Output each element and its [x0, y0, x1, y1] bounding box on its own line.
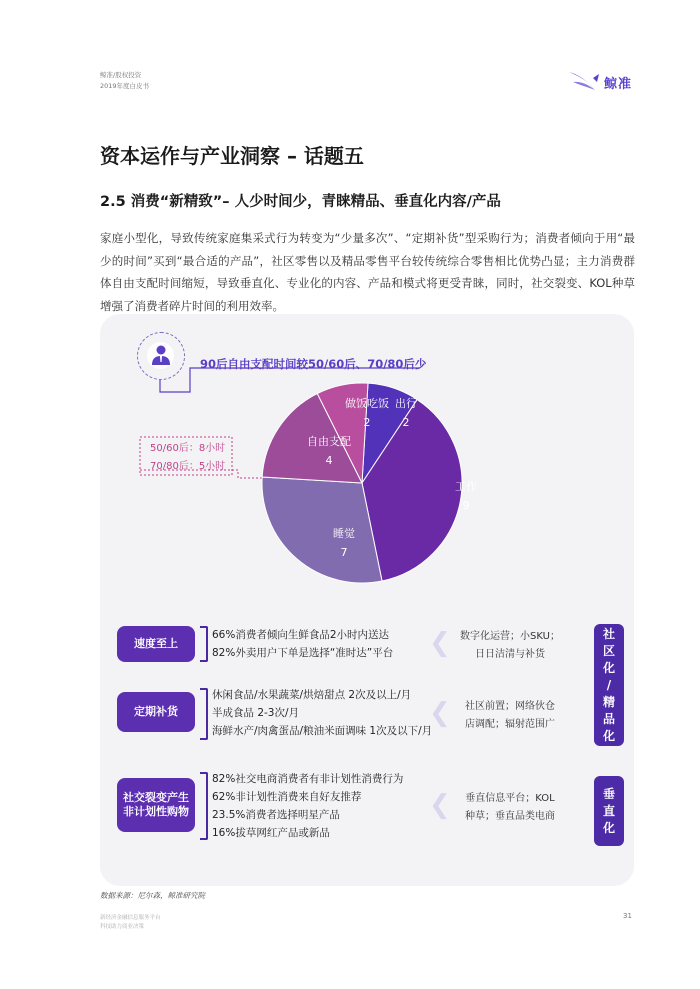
- tag-speed: 速度至上: [117, 626, 195, 662]
- tag-replenish: 定期补货: [117, 692, 195, 732]
- pie-label-chuxing: 出行 2: [395, 397, 417, 429]
- row2-facts: 休闲食品/水果蔬菜/烘焙甜点 2次及以上/月 半成食品 2-3次/月 海鲜水产/肉禽蛋品/粮油米面调味 1次及以下/月: [212, 689, 433, 737]
- footer-tagline: 新经济金融信息服务平台 科技助力商业决策: [100, 915, 161, 930]
- side-tag-community: 社 区 化 / 精 品 化: [594, 624, 624, 746]
- work-hours-5060: 50/60后：8小时: [150, 443, 226, 454]
- row2-desc: 社区前置；网络伙仓 店调配；辐射范围广: [465, 701, 555, 730]
- page-number: 31: [623, 912, 632, 920]
- work-hours-7080: 70/80后：5小时: [150, 461, 226, 472]
- row3-bracket: [200, 772, 208, 840]
- row3-facts: 82%社交电商消费者有非计划性消费行为 62%非计划性消费来自好友推荐 23.5%消费者选择明星产品 16%拔草网红产品或新品: [212, 773, 404, 839]
- pie-label-ziyou: 自由支配 4: [307, 435, 351, 467]
- row1-facts: 66%消费者倾向生鲜食品2小时内送达 82%外卖用户下单是选择“准时达”平台: [212, 629, 394, 659]
- row3-chevron-icon: ❮: [429, 790, 451, 820]
- section-subtitle: 2.5 消费“新精致”– 人少时间少，青睐精品、垂直化内容/产品: [100, 194, 501, 210]
- header-report-line: 2019年度白皮书: [100, 82, 150, 90]
- pie-label-zuofan: 做饭吃饭 2: [345, 397, 389, 429]
- row3-desc: 垂直信息平台；KOL 种草；垂直品类电商: [465, 793, 555, 822]
- row2-bracket: [200, 688, 208, 740]
- tag-social: 社交裂变产生非计划性购物: [117, 778, 195, 832]
- row1-desc: 数字化运营；小SKU； 日日洁清与补货: [460, 631, 560, 660]
- pie-label-shuijiao: 睡觉 7: [333, 527, 355, 559]
- row1-bracket: [200, 626, 208, 662]
- brand-logo-text: 鲸准: [604, 77, 633, 92]
- data-source: 数据来源：尼尔森，鲸准研究院: [100, 891, 205, 900]
- side-tag-vertical: 垂 直 化: [594, 776, 624, 846]
- callout-text: 90后自由支配时间较50/60后、70/80后少: [200, 357, 427, 371]
- row2-chevron-icon: ❮: [429, 698, 451, 728]
- page-title: 资本运作与产业洞察 – 话题五: [100, 144, 364, 168]
- pie-slice-shuijiao: [262, 477, 382, 583]
- pie-label-gongzuo: 工作 9: [455, 480, 477, 512]
- intro-paragraph: 家庭小型化，导致传统家庭集采式行为转变为“少量多次”、“定期补货”型采购行为；消费者倾向于用“最少的时间”买到“最合适的产品”，社区零售以及精品零售平台较传统综合零售相比优势凸显；主力消费群体自由支配时间缩短，导致垂直化、专业化的内容、产品和模式将更受青睐，同时，社交裂变、KOL种草增强了消费者碎片时间的利用效率。: [100, 231, 635, 313]
- header-brand-line: 鲸准/股权投资: [100, 71, 142, 79]
- row1-chevron-icon: ❮: [429, 628, 451, 658]
